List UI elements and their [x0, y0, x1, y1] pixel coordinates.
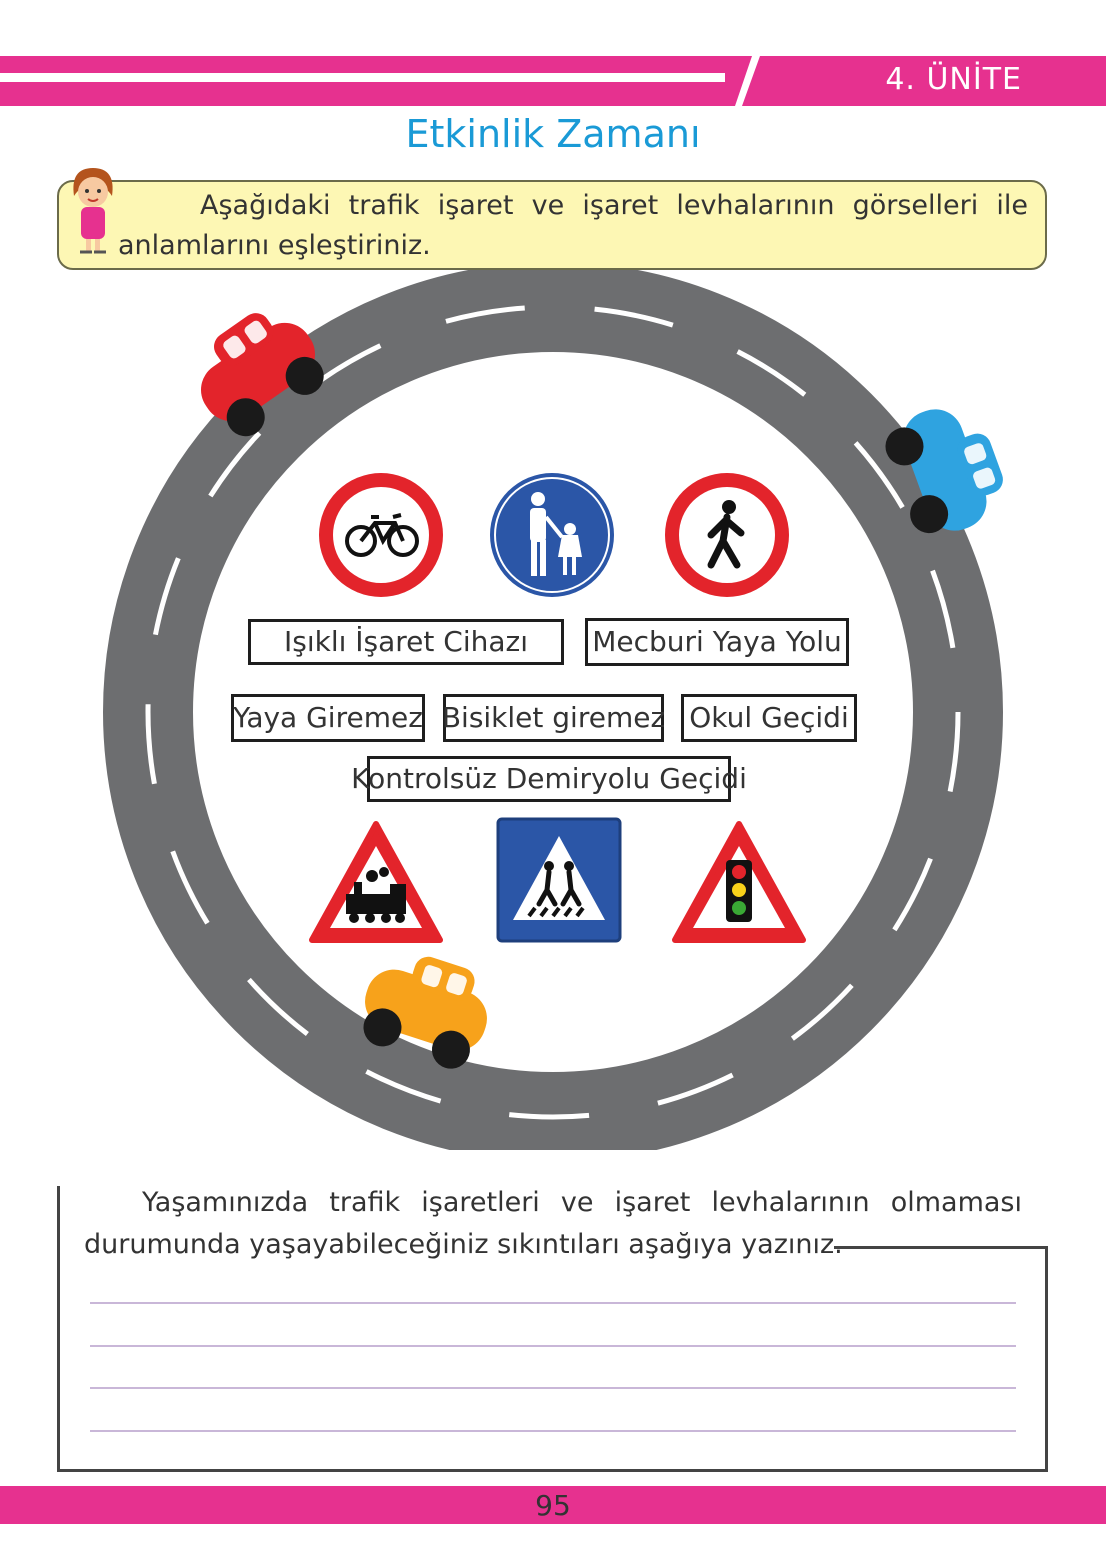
- page-title: Etkinlik Zamanı: [405, 112, 701, 156]
- label-box-kontrolsuz-demiryolu: Kontrolsüz Demiryolu Geçidi: [367, 756, 731, 802]
- unit-label: 4. ÜNİTE: [885, 62, 1022, 97]
- question-text: Yaşamınızda trafik işaretleri ve işaret levhalarının olmaması durumunda yaşayabileceğiniz sıkıntıları aşağıya yazınız.: [84, 1187, 1022, 1260]
- instruction-text: Aşağıdaki trafik işaret ve işaret levhalarının görselleri ile anlamlarını eşleştiriniz.: [118, 190, 1028, 261]
- page-number: 95: [535, 1489, 571, 1522]
- writing-area-corner-frame: [834, 1246, 1048, 1472]
- no-bicycles-sign-icon: [319, 473, 443, 597]
- unguarded-railway-crossing-sign-icon: [312, 824, 440, 940]
- school-crossing-sign-icon: [498, 819, 620, 941]
- traffic-light-warning-sign-icon: [675, 824, 803, 940]
- writing-line[interactable]: [90, 1302, 1016, 1304]
- label-box-yaya-giremez: Yaya Giremez: [231, 694, 425, 742]
- no-pedestrians-sign-icon: [665, 473, 789, 597]
- writing-line[interactable]: [90, 1387, 1016, 1389]
- writing-line[interactable]: [90, 1345, 1016, 1347]
- girl-character-icon: [66, 162, 120, 258]
- label-box-isikli-isaret: Işıklı İşaret Cihazı: [248, 619, 564, 665]
- writing-line[interactable]: [90, 1430, 1016, 1432]
- mandatory-pedestrian-path-sign-icon: [490, 473, 614, 597]
- label-box-bisiklet-giremez: Bisiklet giremez: [443, 694, 664, 742]
- label-box-mecburi-yaya: Mecburi Yaya Yolu: [585, 618, 849, 666]
- label-box-okul-gecidi: Okul Geçidi: [681, 694, 857, 742]
